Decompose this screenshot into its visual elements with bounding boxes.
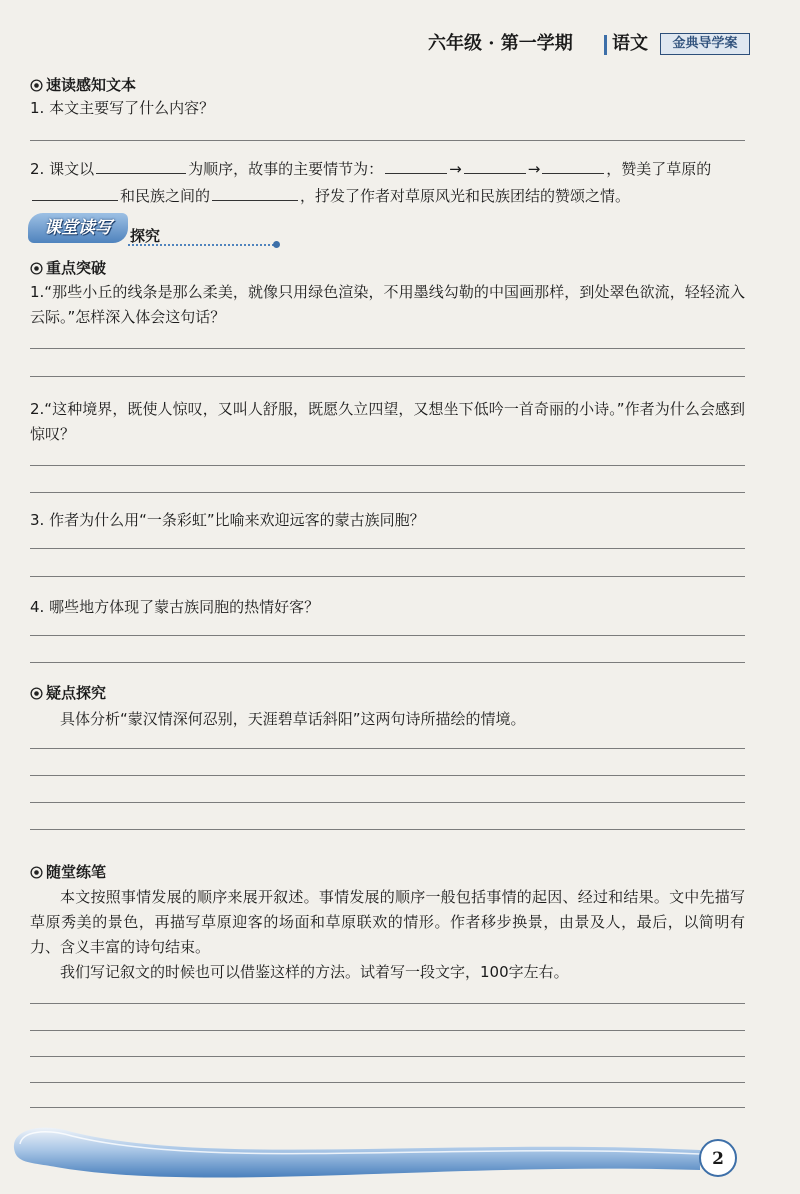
section-banner: 课堂读写: [28, 213, 128, 243]
answer-line[interactable]: [30, 376, 745, 377]
fill-blank[interactable]: [464, 155, 526, 174]
q2-prefix: 2. 课文以: [30, 160, 95, 178]
banner-dot-icon: [273, 241, 280, 248]
answer-line[interactable]: [30, 802, 745, 803]
answer-line[interactable]: [30, 140, 745, 141]
practice-paragraph: 本文按照事情发展的顺序来展开叙述。事情发展的顺序一般包括事情的起因、经过和结果。文中先描写草原秀美的景色，再描写草原迎客的场面和草原联欢的情形。作者移步换景，由景及人，最后，以简明有力、含义丰富的诗句结束。: [30, 888, 745, 956]
fill-blank[interactable]: [542, 155, 604, 174]
header-series-badge: 金典导学案: [660, 33, 750, 55]
section-bullet-icon: [30, 687, 43, 700]
fill-blank[interactable]: [212, 182, 298, 201]
fill-blank[interactable]: [385, 155, 447, 174]
reading-question-1: 1. 本文主要写了什么内容？: [30, 99, 215, 117]
q2-text: 和民族之间的: [120, 187, 211, 205]
fill-blank[interactable]: [96, 155, 186, 174]
arrow-icon: →: [449, 160, 462, 178]
header-grade-term: 六年级 · 第一学期: [428, 33, 573, 54]
answer-line[interactable]: [30, 492, 745, 493]
answer-line[interactable]: [30, 1056, 745, 1057]
key-point-question-2: 2.“这种境界，既使人惊叹，又叫人舒服，既愿久立四望，又想坐下低吟一首奇丽的小诗。”作者为什么会感到惊叹？: [30, 400, 745, 443]
key-point-question-1: 1.“那些小丘的线条是那么柔美，就像只用绿色渲染，不用墨线勾勒的中国画那样，到处翠色欲流，轻轻流入云际。”怎样深入体会这句话？: [30, 283, 745, 326]
page-number: 2: [712, 1149, 724, 1169]
answer-line[interactable]: [30, 1030, 745, 1031]
section-title-reading: 速读感知文本: [46, 76, 137, 94]
header-divider: [604, 35, 607, 55]
arrow-icon: →: [527, 160, 541, 178]
header-subject: 语文: [612, 33, 648, 54]
answer-line[interactable]: [30, 465, 745, 466]
reading-question-2-line-2: [30, 182, 630, 209]
answer-line[interactable]: [30, 662, 745, 663]
section-bullet-icon: [30, 262, 43, 275]
section-banner-subtitle: 探究: [130, 227, 161, 245]
answer-line[interactable]: [30, 1082, 745, 1083]
answer-line[interactable]: [30, 829, 745, 830]
key-point-question-3: 3. 作者为什么用“一条彩虹”比喻来欢迎远客的蒙古族同胞？: [30, 511, 425, 529]
reading-question-2-line-1: [30, 155, 711, 182]
section-title-practice: 随堂练笔: [46, 863, 107, 881]
page-number-badge: [700, 1140, 736, 1176]
answer-line[interactable]: [30, 348, 745, 349]
practice-paragraph: 我们写记叙文的时候也可以借鉴这样的方法。试着写一段文字，100字左右。: [60, 963, 569, 981]
answer-line[interactable]: [30, 775, 745, 776]
section-bullet-icon: [30, 866, 43, 879]
answer-line[interactable]: [30, 548, 745, 549]
key-point-question-4: 4. 哪些地方体现了蒙古族同胞的热情好客？: [30, 598, 320, 616]
answer-line[interactable]: [30, 576, 745, 577]
q2-text: 为顺序，故事的主要情节为：: [188, 160, 384, 178]
doubts-prompt: 具体分析“蒙汉情深何忍别，天涯碧草话斜阳”这两句诗所描绘的情境。: [60, 710, 526, 728]
section-bullet-icon: [30, 79, 43, 92]
q2-text: ，抒发了作者对草原风光和民族团结的赞颂之情。: [300, 187, 631, 205]
answer-line[interactable]: [30, 1003, 745, 1004]
answer-line[interactable]: [30, 748, 745, 749]
banner-dotted-rule: [128, 244, 274, 246]
footer-wave: [0, 1100, 800, 1194]
answer-line[interactable]: [30, 635, 745, 636]
fill-blank[interactable]: [32, 182, 118, 201]
q2-text: ，赞美了草原的: [606, 160, 712, 178]
section-title-key-points: 重点突破: [46, 259, 107, 277]
section-title-doubts: 疑点探究: [46, 684, 107, 702]
